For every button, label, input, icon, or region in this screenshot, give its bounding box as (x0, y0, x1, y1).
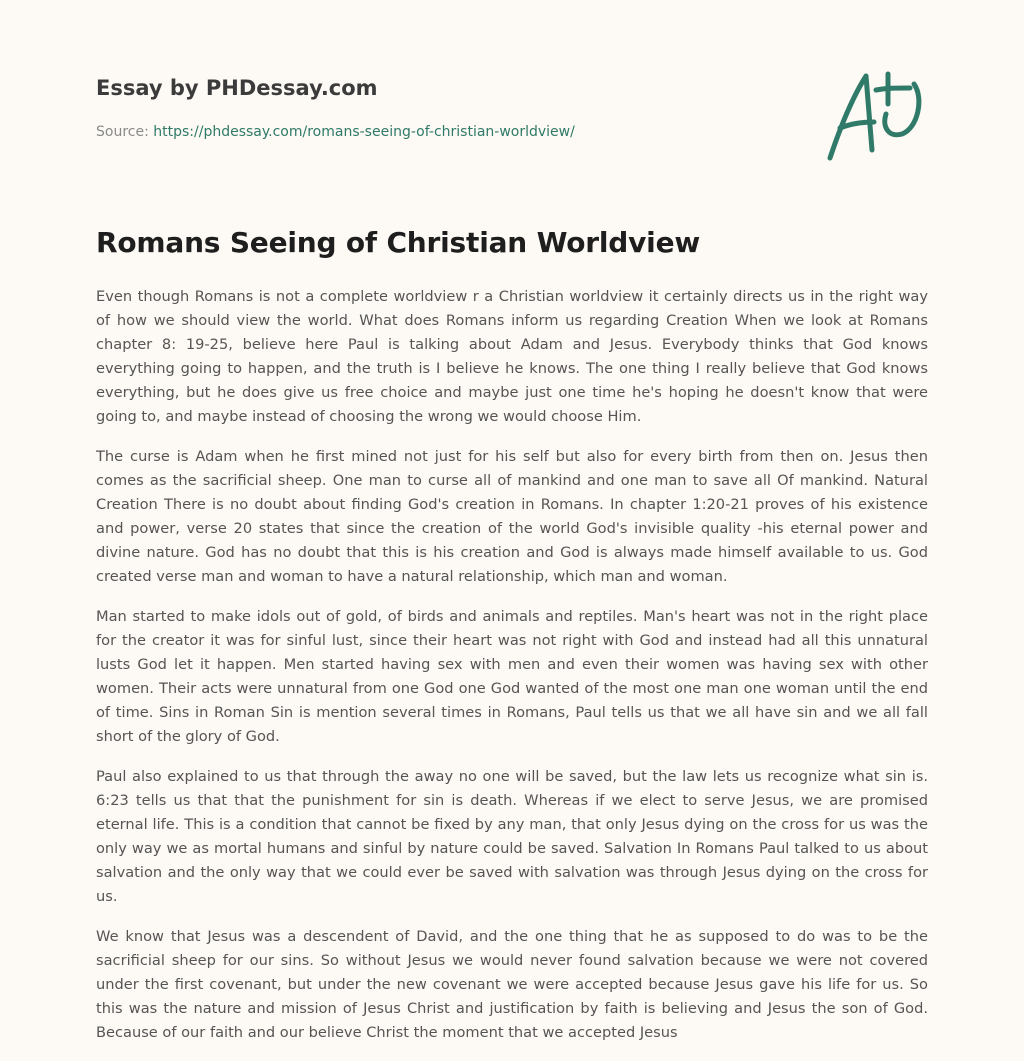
essay-paragraph: Man started to make idols out of gold, of birds and animals and reptiles. Man's heart was not in the right place for the creator it was for sinful lust, since their heart was not right with God and instead had all this unnatural lusts God let it happen. Men started having sex with men and even their women was having sex with other women. Their acts were unnatural from one God one God wanted of the most one man one woman until the end of time. Sins in Roman Sin is mention several times in Romans, Paul tells us that we all have sin and we all fall short of the glory of God. (96, 608, 928, 745)
a-plus-grade-icon (826, 68, 926, 164)
essay-paragraph: We know that Jesus was a descendent of David, and the one thing that he as supposed to do was to be the sacrificial sheep for our sins. So without Jesus we would never found salvation because we were not covered under the first covenant, but under the new covenant we were accepted because Jesus gave his life for us. So this was the nature and mission of Jesus Christ and justification by faith is believing and Jesus the son of God. Because of our faith and our believe Christ the moment that we accepted Jesus (96, 928, 928, 1041)
brand-title: Essay by PHDessay.com (96, 76, 378, 100)
page-header (96, 0, 928, 200)
source-label: Source: (96, 124, 154, 140)
source-line (96, 124, 575, 140)
essay-paragraph: The curse is Adam when he first mined not just for his self but also for every birth from then on. Jesus then comes as the sacrificial sheep. One man to curse all of mankind and one man to save all Of mankind. Natural Creation There is no doubt about finding God's creation in Romans. In chapter 1:20-21 proves of his existence and power, verse 20 states that since the creation of the world God's invisible quality -his eternal power and divine nature. God has no doubt that this is his creation and God is always made himself available to us. God created verse man and woman to have a natural relationship, which man and woman. (96, 448, 928, 585)
essay-paragraph: Even though Romans is not a complete worldview r a Christian worldview it certainly directs us in the right way of how we should view the world. What does Romans inform us regarding Creation When we look at Romans chapter 8: 19-25, believe here Paul is talking about Adam and Jesus. Everybody thinks that God knows everything going to happen, and the truth is I believe he knows. The one thing I really believe that God knows everything, but he does give us free choice and maybe just one time he's hoping he doesn't know that were going to, and maybe instead of choosing the wrong we would choose Him. (96, 288, 928, 425)
essay-page (96, 0, 928, 1041)
source-link[interactable]: https://phdessay.com/romans-seeing-of-christian-worldview/ (153, 124, 575, 140)
essay-title: Romans Seeing of Christian Worldview (96, 226, 701, 259)
essay-paragraph: Paul also explained to us that through the away no one will be saved, but the law lets us recognize what sin is. 6:23 tells us that that the punishment for sin is death. Whereas if we elect to serve Jesus, we are promised eternal life. This is a condition that cannot be fixed by any man, that only Jesus dying on the cross for us was the only way we as mortal humans and sinful by nature could be saved. Salvation In Romans Paul talked to us about salvation and the only way that we could ever be saved with salvation was through Jesus dying on the cross for us. (96, 768, 928, 905)
essay-body (96, 285, 928, 1061)
